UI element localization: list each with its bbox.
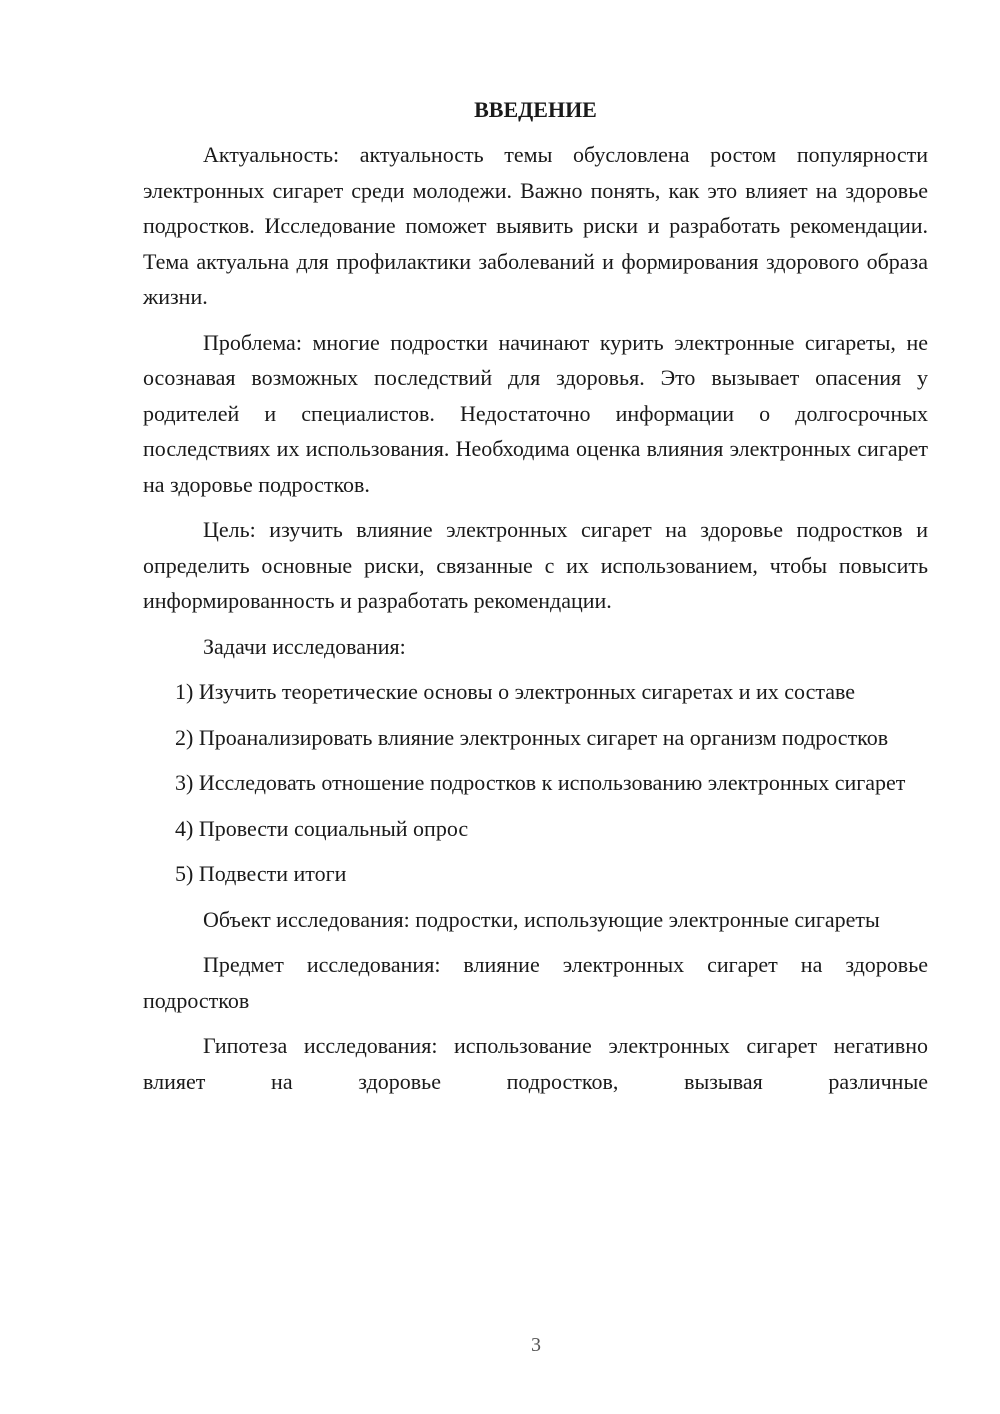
section-heading: ВВЕДЕНИЕ — [474, 97, 597, 122]
subject-paragraph: Предмет исследования: влияние электронных сигарет на здоровье подростков — [143, 952, 928, 1013]
relevance-paragraph: Актуальность: актуальность темы обусловлена ростом популярности электронных сигарет среди молодежи. Важно понять, как это влияет на здоровье подростков. Исследование поможет выявить риски и разработать рекомендации. Тема актуальна для профилактики заболеваний и формирования здорового образа жизни. — [143, 142, 928, 309]
task-item: 1) Изучить теоретические основы о электронных сигаретах и их составе — [175, 679, 856, 704]
task-item: 5) Подвести итоги — [175, 861, 347, 886]
problem-paragraph: Проблема: многие подростки начинают курить электронные сигареты, не осознавая возможных последствий для здоровья. Это вызывает опасения у родителей и специалистов. Недостаточно информации о долгосрочных последствиях их использования. Необходима оценка влияния электронных сигарет на здоровье подростков. — [143, 329, 928, 497]
tasks-title: Задачи исследования: — [203, 633, 406, 659]
document-page — [143, 92, 928, 1109]
hypothesis-paragraph: Гипотеза исследования: использование электронных сигарет негативно влияет на здоровье подростков, вызывая различные — [143, 1033, 928, 1094]
object-paragraph: Объект исследования: подростки, использующие электронные сигареты — [203, 906, 880, 932]
goal-paragraph: Цель: изучить влияние электронных сигарет на здоровье подростков и определить основные риски, связанные с их использованием, чтобы повысить информированность и разработать рекомендации. — [143, 517, 928, 613]
page-number: 3 — [531, 1334, 541, 1356]
task-item: 2) Проанализировать влияние электронных сигарет на организм подростков — [175, 724, 889, 750]
task-item: 3) Исследовать отношение подростков к использованию электронных сигарет — [175, 770, 906, 795]
task-item: 4) Провести социальный опрос — [175, 815, 469, 841]
